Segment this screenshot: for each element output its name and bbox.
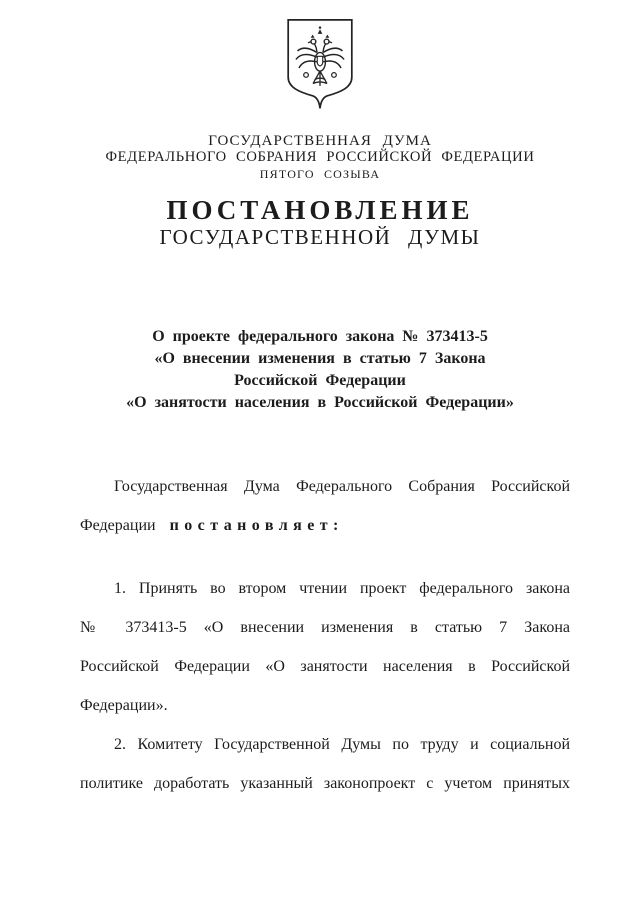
subject-line: Российской Федерации (234, 372, 406, 389)
body-line: № 373413-5 «О внесении изменения в статью 7 Закона (80, 619, 570, 636)
document-type-heading (0, 195, 640, 250)
subject-title-block (0, 326, 640, 414)
resolution-body (80, 467, 570, 803)
body-line (80, 506, 570, 545)
body-line: 2. Комитету Государственной Думы по труду и социальной (114, 736, 570, 753)
subject-line: «О занятости населения в Российской Федерации» (126, 394, 514, 411)
org-convocation-line: ПЯТОГО СОЗЫВА (259, 167, 381, 181)
subject-line: «О внесении изменения в статью 7 Закона (154, 350, 486, 367)
preamble-paragraph (80, 467, 570, 545)
body-line: Федерации». (80, 697, 168, 714)
doc-heading-sub: ГОСУДАРСТВЕННОЙ ДУМЫ (159, 225, 481, 249)
body-line: Российской Федерации «О занятости населения в Российской (80, 658, 570, 675)
preamble-subject: Федерации (80, 517, 156, 534)
body-line: Государственная Дума Федерального Собрания Российской (114, 478, 570, 495)
org-name-line: ГОСУДАРСТВЕННАЯ ДУМА (208, 133, 432, 149)
coat-of-arms-icon (281, 16, 359, 113)
subject-line: О проекте федерального закона № 373413-5 (152, 328, 488, 345)
item-1-paragraph (80, 569, 570, 725)
organization-header (0, 133, 640, 182)
body-line: 1. Принять во втором чтении проект федерального закона (114, 580, 570, 597)
item-2-paragraph (80, 725, 570, 803)
resolve-word: постановляет: (169, 517, 344, 534)
body-line: политике доработать указанный законопроект с учетом принятых (80, 775, 570, 792)
emblem-container (0, 0, 640, 113)
doc-heading-main: ПОСТАНОВЛЕНИЕ (166, 195, 474, 225)
org-name-line: ФЕДЕРАЛЬНОГО СОБРАНИЯ РОССИЙСКОЙ ФЕДЕРАЦИИ (105, 149, 535, 165)
